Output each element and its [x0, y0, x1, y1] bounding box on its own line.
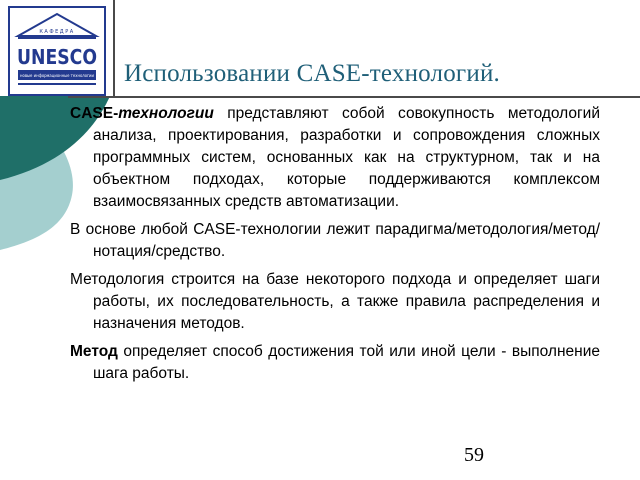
paragraph-text: Методология строится на базе некоторого подхода и определяет шаги работы, их последовательность, а также правила распределения и назначения методов. — [70, 271, 600, 332]
unesco-logo — [8, 6, 106, 96]
term-method: Метод — [70, 343, 118, 360]
paragraph-case-definition — [70, 103, 600, 213]
paragraph-text: определяет способ достижения той или иной цели - выполнение шага работы. — [93, 343, 600, 382]
logo-top-text: КАФЕДРА — [39, 29, 75, 35]
slide-body — [70, 103, 600, 391]
paragraph-text: В основе любой CASE-технологии лежит парадигма/методология/метод/нотация/средство. — [70, 221, 600, 260]
paragraph-methodology — [70, 269, 600, 335]
slide-title: Использовании CASE-технологий. — [124, 60, 500, 87]
paragraph-paradigm — [70, 219, 600, 263]
logo-bottom-text: новые информационные технологии — [20, 73, 95, 78]
term-case: CASE- — [70, 105, 119, 122]
paragraph-text: представляют собой совокупность методологий анализа, проектирования, разработки и сопровождения сложных программных систем, основанных как на структурном, так и на объектном подходах, которые поддерживаются комплексом взаимосвязанных средств автоматизации. — [93, 105, 600, 210]
logo-main-text: UNESCO — [17, 45, 97, 69]
title-horizontal-rule — [68, 96, 640, 98]
paragraph-method — [70, 341, 600, 385]
page-number: 59 — [464, 444, 484, 466]
title-vertical-rule — [113, 0, 115, 96]
term-technologies: технологии — [118, 105, 214, 122]
